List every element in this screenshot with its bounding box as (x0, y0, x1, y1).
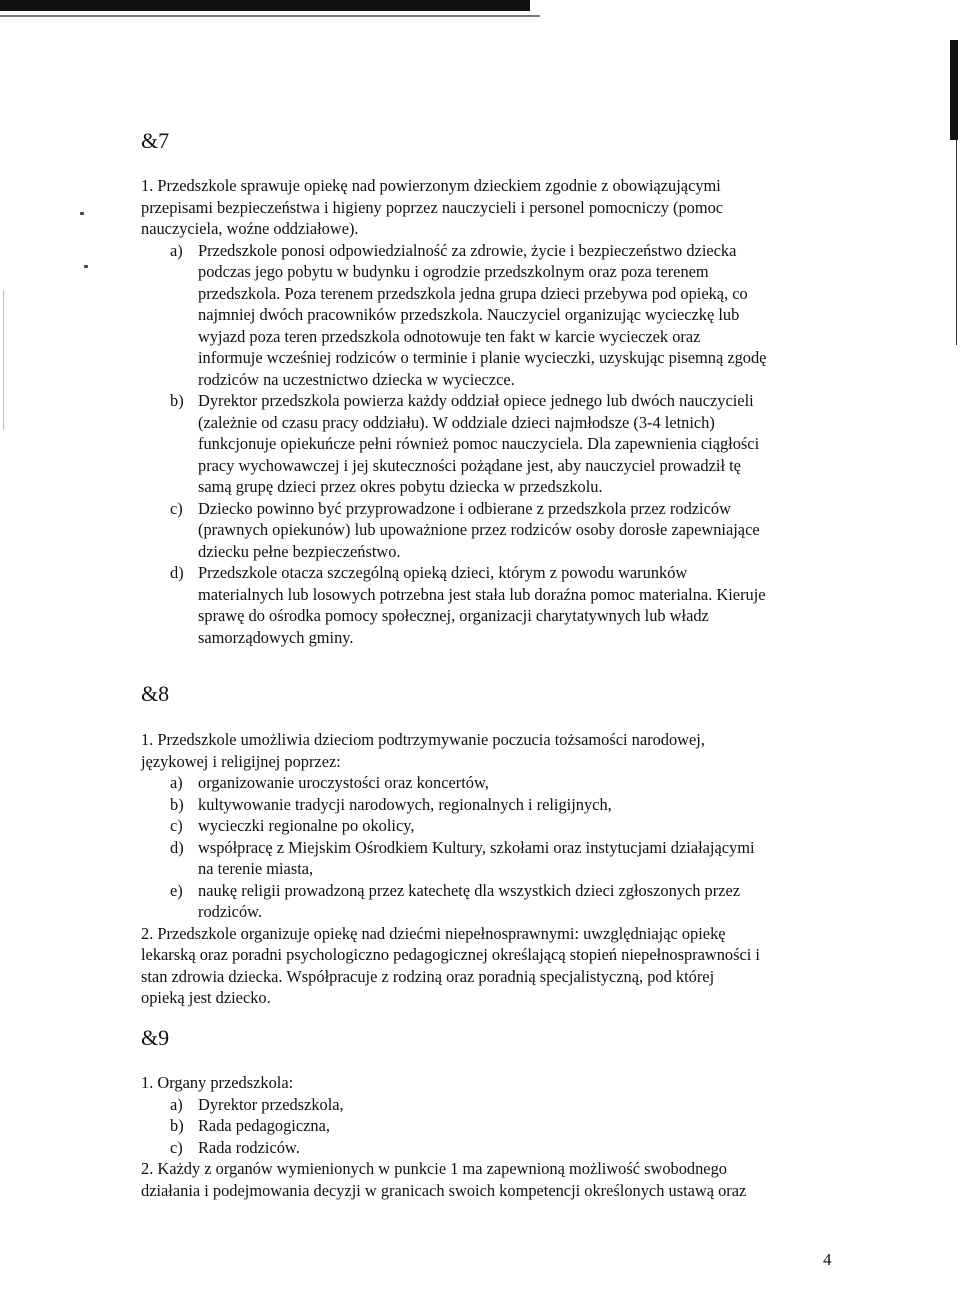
list-item-line: Dyrektor przedszkola powierza każdy oddział opiece jednego lub dwóch nauczycieli (198, 391, 754, 410)
scan-line-right (956, 140, 957, 345)
scan-speck (80, 212, 84, 215)
scan-border-top (0, 0, 530, 11)
list-item-line: rodziców. (198, 902, 263, 921)
list-marker: d) (170, 837, 184, 857)
list-item-line: Dyrektor przedszkola, (198, 1094, 344, 1114)
paragraph-line: przepisami bezpieczeństwa i higieny poprzez nauczycieli i personel pomocniczy (pomoc (141, 197, 724, 217)
list-marker: c) (170, 1137, 183, 1157)
paragraph-line: opieką jest dziecko. (141, 988, 271, 1007)
list-item-line: Przedszkole otacza szczególną opieką dzieci, którym z powodu warunków (198, 563, 688, 582)
list-item-line: współpracę z Miejskim Ośrodkiem Kultury, szkołami oraz instytucjami działającymi (198, 837, 755, 857)
section-heading: &7 (141, 128, 170, 153)
scan-line-top (0, 15, 540, 17)
paragraph-line: 1. Organy przedszkola: (141, 1073, 294, 1092)
list-item-line: wyjazd poza teren przedszkola odnotowuje ten fakt w karcie wycieczek oraz (198, 326, 701, 346)
list-item-line: samorządowych gminy. (198, 627, 354, 647)
list-marker: b) (170, 391, 184, 410)
list-marker: d) (170, 563, 184, 582)
list-item-line: Rada rodziców. (198, 1137, 300, 1157)
list-item-line: funkcjonuje opiekuńcze pełni również pomoc nauczyciela. Dla zapewnienia ciągłości (198, 434, 760, 453)
list-item-line: (zależnie od czasu pracy oddziału). W oddziale dzieci najmłodsze (3-4 letnich) (198, 412, 715, 432)
list-item-line: Przedszkole ponosi odpowiedzialność za zdrowie, życie i bezpieczeństwo dziecka (198, 240, 737, 260)
list-item-line: kultywowanie tradycji narodowych, regionalnych i religijnych, (198, 794, 612, 814)
list-item-line: organizowanie uroczystości oraz koncertów, (198, 773, 489, 792)
page-number: 4 (823, 1250, 832, 1269)
paragraph-line: stan zdrowia dziecka. Współpracuje z rodziną oraz poradnią specjalistyczną, pod której (141, 966, 715, 986)
list-item-line: wycieczki regionalne po okolicy, (198, 816, 415, 835)
list-item-line: pracy wychowawczej i jej skuteczności pożądane jest, aby nauczyciel prowadził tę (198, 455, 741, 475)
list-marker: a) (170, 240, 183, 260)
list-item-line: podczas jego pobytu w budynku i ogrodzie przedszkolnym oraz poza terenem (198, 262, 709, 281)
list-marker: c) (170, 816, 183, 835)
paragraph-line: nauczyciela, woźne oddziałowe). (141, 219, 359, 238)
scan-border-right (950, 40, 958, 140)
list-marker: b) (170, 1116, 184, 1135)
list-marker: c) (170, 498, 183, 518)
list-marker: a) (170, 1094, 183, 1114)
section-heading: &8 (141, 681, 170, 706)
paragraph-line: językowej i religijnej poprzez: (141, 751, 341, 771)
list-marker: b) (170, 794, 184, 814)
paragraph-line: 1. Przedszkole sprawuje opiekę nad powierzonym dzieckiem zgodnie z obowiązującymi (141, 176, 721, 195)
paragraph-line: 2. Każdy z organów wymienionych w punkcie 1 ma zapewnioną możliwość swobodnego (141, 1159, 727, 1178)
list-marker: a) (170, 773, 183, 792)
list-item-line: przedszkola. Poza terenem przedszkola jedna grupa dzieci przebywa pod opieką, co (198, 283, 748, 303)
list-item-line: samą grupę dzieci przez okres pobytu dziecka w przedszkolu. (198, 477, 603, 496)
list-item-line: naukę religii prowadzoną przez katechetę dla wszystkich dzieci zgłoszonych przez (198, 880, 741, 900)
list-item-line: informuje wcześniej rodziców o terminie i planie wycieczki, uzyskując pisemną zgodę (198, 348, 767, 367)
list-item-line: dziecku pełne bezpieczeństwo. (198, 541, 401, 561)
list-item-line: najmniej dwóch pracowników przedszkola. Nauczyciel organizując wycieczkę lub (198, 305, 740, 324)
list-item-line: materialnych lub losowych potrzebna jest stała lub doraźna pomoc materialna. Kieruje (198, 584, 766, 604)
list-item-line: Rada pedagogiczna, (198, 1116, 330, 1135)
paragraph-line: lekarską oraz poradni psychologiczno pedagogicznej określającą stopień niepełnosprawności i (141, 945, 760, 964)
list-item-line: Dziecko powinno być przyprowadzone i odbierane z przedszkola przez rodziców (198, 498, 731, 518)
list-item-line: sprawę do ośrodka pomocy społecznej, organizacji charytatywnych lub władz (198, 606, 709, 625)
list-item-line: (prawnych opiekunów) lub upoważnione przez rodziców osoby dorosłe zapewniające (198, 520, 760, 539)
paragraph-line: 1. Przedszkole umożliwia dzieciom podtrzymywanie poczucia tożsamości narodowej, (141, 730, 705, 749)
section-heading: &9 (141, 1025, 170, 1050)
list-item-line: rodziców na uczestnictwo dziecka w wycieczce. (198, 369, 515, 389)
paragraph-line: działania i podejmowania decyzji w granicach swoich kompetencji określonych ustawą oraz (141, 1180, 747, 1200)
paragraph-line: 2. Przedszkole organizuje opiekę nad dziećmi niepełnosprawnymi: uwzględniając opiekę (141, 923, 726, 943)
scan-speck (84, 265, 88, 268)
scan-line-left (3, 290, 4, 430)
list-marker: e) (170, 880, 183, 900)
list-item-line: na terenie miasta, (198, 859, 314, 878)
